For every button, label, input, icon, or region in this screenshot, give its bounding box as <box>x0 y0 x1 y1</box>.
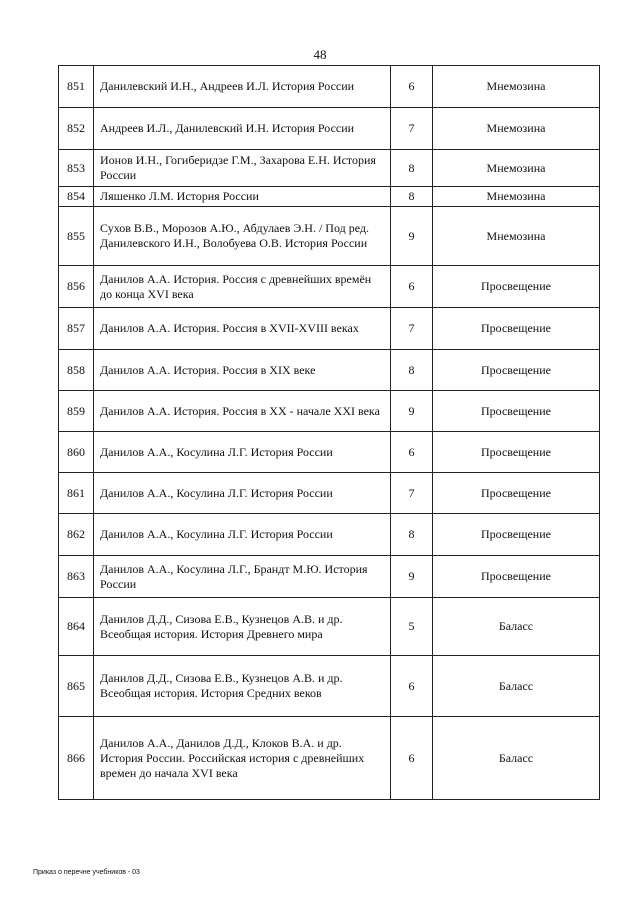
row-number: 855 <box>59 207 94 266</box>
row-number: 862 <box>59 514 94 556</box>
row-grade: 6 <box>391 66 433 108</box>
row-grade: 8 <box>391 514 433 556</box>
row-title: Ионов И.Н., Гогиберидзе Г.М., Захарова Е.Н. История России <box>94 150 391 187</box>
row-grade: 9 <box>391 391 433 432</box>
table-row <box>59 150 600 187</box>
row-grade: 7 <box>391 308 433 350</box>
row-publisher: Мнемозина <box>433 150 600 187</box>
row-publisher: Просвещение <box>433 473 600 514</box>
row-title: Данилов А.А., Косулина Л.Г. История России <box>94 514 391 556</box>
row-publisher: Мнемозина <box>433 207 600 266</box>
row-publisher: Просвещение <box>433 514 600 556</box>
table-row <box>59 391 600 432</box>
row-title: Сухов В.В., Морозов А.Ю., Абдулаев Э.Н. / Под ред. Данилевского И.Н., Волобуева О.В. История России <box>94 207 391 266</box>
row-title: Данилов А.А. История. Россия в XIX веке <box>94 350 391 391</box>
row-title: Данилевский И.Н., Андреев И.Л. История России <box>94 66 391 108</box>
row-publisher: Просвещение <box>433 391 600 432</box>
row-publisher: Баласс <box>433 656 600 717</box>
table-row <box>59 717 600 800</box>
table-row <box>59 350 600 391</box>
table-row <box>59 66 600 108</box>
row-grade: 9 <box>391 556 433 598</box>
row-publisher: Баласс <box>433 598 600 656</box>
row-number: 852 <box>59 108 94 150</box>
row-number: 859 <box>59 391 94 432</box>
row-number: 858 <box>59 350 94 391</box>
textbook-table <box>58 65 600 800</box>
row-number: 866 <box>59 717 94 800</box>
row-number: 861 <box>59 473 94 514</box>
table-row <box>59 432 600 473</box>
row-title: Данилов А.А. История. Россия в XVII-XVIII веках <box>94 308 391 350</box>
row-number: 864 <box>59 598 94 656</box>
table-row <box>59 308 600 350</box>
row-number: 856 <box>59 266 94 308</box>
row-grade: 6 <box>391 656 433 717</box>
row-title: Данилов Д.Д., Сизова Е.В., Кузнецов А.В. и др. Всеобщая история. История Древнего мира <box>94 598 391 656</box>
table-row <box>59 556 600 598</box>
row-grade: 5 <box>391 598 433 656</box>
row-grade: 7 <box>391 473 433 514</box>
row-grade: 8 <box>391 350 433 391</box>
row-title: Данилов А.А., Косулина Л.Г., Брандт М.Ю. История России <box>94 556 391 598</box>
row-publisher: Просвещение <box>433 432 600 473</box>
row-publisher: Баласс <box>433 717 600 800</box>
row-number: 851 <box>59 66 94 108</box>
page-number: 48 <box>313 47 327 62</box>
table-row <box>59 207 600 266</box>
row-publisher: Просвещение <box>433 308 600 350</box>
table-row <box>59 266 600 308</box>
row-publisher: Мнемозина <box>433 108 600 150</box>
row-number: 860 <box>59 432 94 473</box>
row-number: 865 <box>59 656 94 717</box>
footer-note: Приказ о перечне учебников - 03 <box>33 869 140 876</box>
table-row <box>59 108 600 150</box>
row-title: Данилов А.А., Косулина Л.Г. История России <box>94 432 391 473</box>
row-grade: 6 <box>391 266 433 308</box>
row-title: Данилов Д.Д., Сизова Е.В., Кузнецов А.В. и др. Всеобщая история. История Средних веков <box>94 656 391 717</box>
row-title: Данилов А.А. История. Россия с древнейших времён до конца XVI века <box>94 266 391 308</box>
row-publisher: Мнемозина <box>433 66 600 108</box>
row-publisher: Просвещение <box>433 266 600 308</box>
row-publisher: Просвещение <box>433 350 600 391</box>
row-title: Андреев И.Л., Данилевский И.Н. История России <box>94 108 391 150</box>
table-row <box>59 656 600 717</box>
row-publisher: Мнемозина <box>433 187 600 207</box>
row-title: Данилов А.А., Данилов Д.Д., Клоков В.А. и др. История России. Российская история с древнейших времен до начала XVI века <box>94 717 391 800</box>
table-row <box>59 514 600 556</box>
row-number: 853 <box>59 150 94 187</box>
row-grade: 8 <box>391 150 433 187</box>
table-row <box>59 598 600 656</box>
row-grade: 6 <box>391 432 433 473</box>
row-number: 854 <box>59 187 94 207</box>
row-grade: 8 <box>391 187 433 207</box>
row-publisher: Просвещение <box>433 556 600 598</box>
row-title: Данилов А.А. История. Россия в XX - начале XXI века <box>94 391 391 432</box>
row-grade: 7 <box>391 108 433 150</box>
row-number: 857 <box>59 308 94 350</box>
table-row <box>59 473 600 514</box>
table-row <box>59 187 600 207</box>
row-grade: 9 <box>391 207 433 266</box>
row-title: Ляшенко Л.М. История России <box>94 187 391 207</box>
row-number: 863 <box>59 556 94 598</box>
row-grade: 6 <box>391 717 433 800</box>
row-title: Данилов А.А., Косулина Л.Г. История России <box>94 473 391 514</box>
